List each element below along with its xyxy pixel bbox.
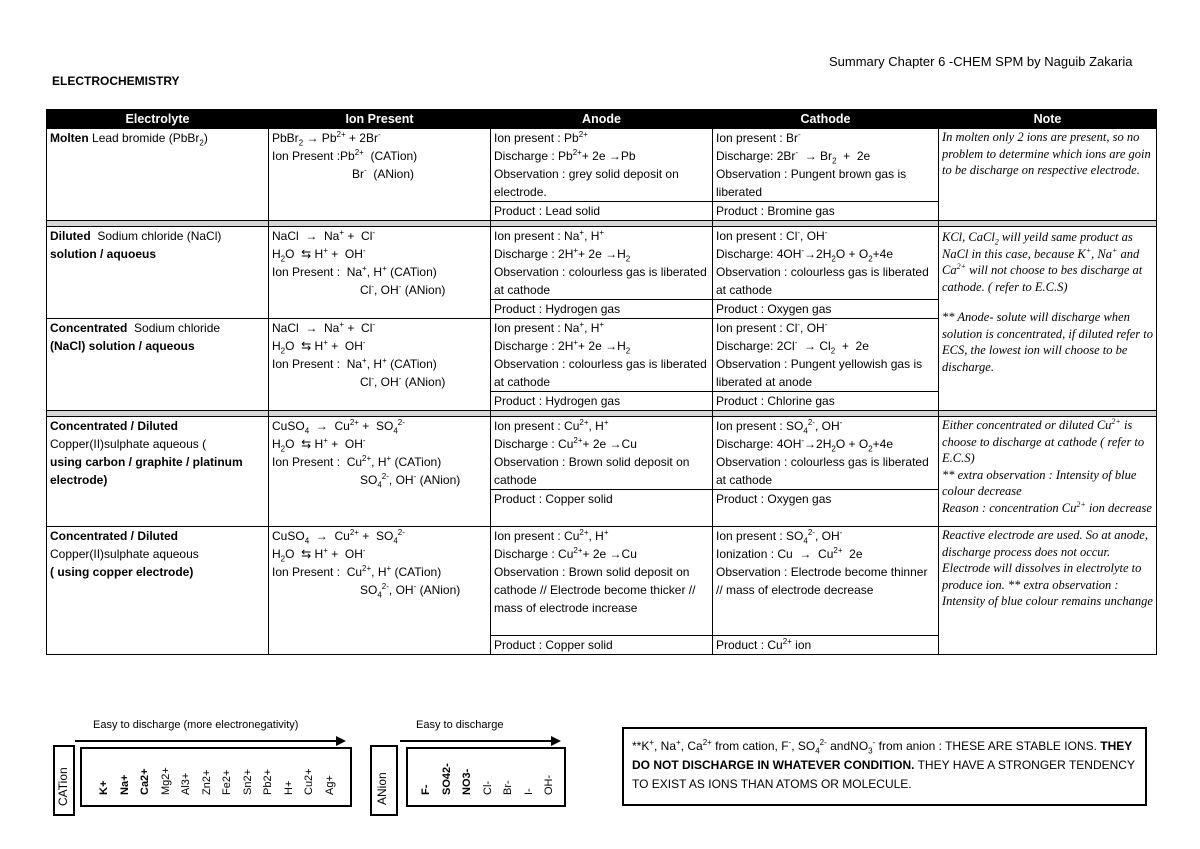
- summary-header: Summary Chapter 6 -CHEM SPM by Naguib Zakaria: [829, 54, 1133, 69]
- anode-product: Product : Hydrogen gas: [491, 300, 713, 319]
- series-ion: I-: [522, 788, 535, 795]
- col-header-note: Note: [939, 110, 1157, 129]
- col-header-anode: Anode: [491, 110, 713, 129]
- cation-label: CATion: [56, 767, 70, 806]
- anode-product: Product : Copper solid: [491, 636, 713, 655]
- table-row: [47, 227, 1157, 300]
- col-header-electrolyte: Electrolyte: [47, 110, 269, 129]
- electrolyte-name: Lead bromide (PbBr$_2$): [92, 131, 208, 148]
- cathode-product: Product : Oxygen gas: [713, 300, 939, 319]
- series-ion: H+: [282, 780, 295, 795]
- series-ion: OH-: [543, 774, 555, 795]
- series-ion: Ag+: [323, 775, 336, 795]
- series-ion: F-: [420, 784, 432, 795]
- series-ion: SO42-: [440, 763, 453, 795]
- cation-arrow-label: Easy to discharge (more electronegativity): [93, 719, 299, 731]
- anion-arrow-head: [551, 736, 561, 746]
- series-ion: Fe2+: [221, 769, 233, 795]
- cathode-product: Product : $Cu^{2+}$ ion: [713, 636, 939, 655]
- ion-present-cell: CuSO$_4$ → $Cu^{2+} + SO_4^{2-}$ $H_2O$ ⇆ H+ + OH- Ion Present : $Cu^{2+}$, H+ (CATion) $SO_4^{2-}$, OH- (ANion): [269, 527, 491, 655]
- series-ion: Mg2+: [159, 767, 172, 795]
- anode-product: Product : Hydrogen gas: [491, 392, 713, 411]
- electrolyte-cell: [47, 417, 269, 527]
- series-ion: Na+: [118, 774, 131, 795]
- anion-label: ANion: [375, 772, 389, 805]
- anion-series-box: [406, 747, 566, 807]
- electrolyte-qualifier: Concentrated / Diluted: [50, 529, 179, 543]
- table-row: [47, 527, 1157, 636]
- series-ion: Cu2+: [303, 768, 315, 795]
- ion-present-cell: PbBr$_2$ → $Pb^{2+} + 2Br^-$ Ion Present $:Pb^{2+}$ (CATion) Br- (ANion): [269, 129, 491, 221]
- electrolyte-qualifier: Concentrated: [50, 321, 128, 335]
- series-ion: Br-: [502, 780, 514, 795]
- col-header-ion-present: Ion Present: [269, 110, 491, 129]
- stable-ions-text: **K+, Na+, $Ca^{2+}$ from cation, F-, $SO_4^{2-}$ andNO$_3$- from anion : THESE ARE STABLE IONS.: [632, 738, 1097, 756]
- electrolysis-table: [46, 109, 1157, 655]
- electrolyte-cell: [47, 129, 269, 221]
- cathode-product: Product : Chlorine gas: [713, 392, 939, 411]
- anode-cell: Ion present : Na+, H+ Discharge : $2H^++ 2e \to H_2$ Observation : colourless gas is liberated at cathode: [491, 319, 713, 392]
- series-ion: Cl-: [481, 780, 494, 795]
- electrolyte-qualifier: Concentrated / Diluted: [50, 419, 179, 433]
- series-ion: NO3-: [461, 768, 473, 795]
- series-ion: Pb2+: [262, 769, 274, 795]
- series-ion: K+: [98, 780, 110, 795]
- electrolyte-qualifier: Diluted: [50, 229, 91, 243]
- electrolyte-tail: solution / aquoeus: [50, 247, 157, 261]
- electrolyte-cell: [47, 227, 269, 319]
- table-header-row: [47, 110, 1157, 129]
- electrolyte-tail: (NaCl) solution / aqueous: [50, 339, 195, 353]
- col-header-cathode: Cathode: [713, 110, 939, 129]
- anode-cell: Ion present : $Pb^{2+}$ Discharge : $Pb^{2+}+ 2e \to Pb$ Observation : grey solid deposit on electrode.: [491, 129, 713, 202]
- note-cell: Reactive electrode are used. So at anode, discharge process does not occur. Electrode will dissolves in electrolyte to produce ion. ** extra observation : Intensity of blue colour remains unchange: [939, 527, 1157, 655]
- anode-product: Product : Lead solid: [491, 202, 713, 221]
- page-title: ELECTROCHEMISTRY: [52, 74, 180, 88]
- anode-product: Product : Copper solid: [491, 490, 713, 527]
- series-ion: Ca2+: [139, 768, 151, 795]
- cathode-product: Product : Oxygen gas: [713, 490, 939, 527]
- note-cell: [939, 227, 1157, 411]
- anode-cell: Ion present : $Cu^{2+}$, H+ Discharge : $Cu^{2+}+ 2e \to Cu$ Observation : Brown solid deposit on cathode: [491, 417, 713, 490]
- table-row: [47, 417, 1157, 490]
- electrolyte-tail: using carbon / graphite / platinum electrode): [50, 455, 243, 487]
- cathode-cell: Ion present : Br- Discharge: $2Br^- \to Br_2 + 2e$ Observation : Pungent brown gas is liberated: [713, 129, 939, 202]
- anion-arrow-label: Easy to discharge: [416, 719, 504, 731]
- ion-present-cell: NaCl → Na+ + Cl- $H_2O$ ⇆ H+ + OH- Ion Present : Na+, H+ (CATion) Cl-, OH- (ANion): [269, 319, 491, 411]
- note-cell: Either concentrated or diluted $Cu^{2+}$ is choose to discharge at cathode ( refer to E.C.S) ** extra observation : Intensity of blue colour decrease Reason : concentration $Cu^{2+}$ ion decrease: [939, 417, 1157, 527]
- electrolyte-tail: ( using copper electrode): [50, 565, 194, 579]
- electrolyte-name: Sodium chloride (NaCl): [97, 229, 222, 243]
- note-text: KCl, CaCl$_2$ will yeild same product as NaCl in this case, because K+, Na+ and $Ca^{2+}$ will not choose to bes discharge at cathode. ( refer to E.C.S): [942, 230, 1143, 294]
- series-ion: Al3+: [180, 772, 192, 795]
- note-cell: In molten only 2 ions are present, so no problem to determine which ions are goin to be discharge on respective electrode.: [939, 129, 1157, 221]
- note-text-2: ** Anode- solute will discharge when solution is concentrated, if diluted refer to ECS, the lowest ion will choose to be discharge.: [942, 310, 1153, 374]
- electrolyte-cell: [47, 527, 269, 655]
- cation-arrow-line: [75, 740, 338, 742]
- stable-ions-tail: THEY HAVE A STRONGER TENDENCY TO EXIST AS IONS THAN ATOMS OR MOLECULE.: [632, 758, 1135, 791]
- anion-arrow-line: [400, 740, 552, 742]
- electrolyte-cell: [47, 319, 269, 411]
- electrolyte-name: Copper(II)sulphate aqueous (: [50, 437, 207, 451]
- cathode-product: Product : Bromine gas: [713, 202, 939, 221]
- table-row: [47, 129, 1157, 202]
- electrolyte-name: Sodium chloride: [134, 321, 221, 335]
- cathode-cell: Ion present : $SO_4^{2-}$, OH- Ionization : $Cu \to Cu^{2+}$ 2e Observation : Electrode become thinner // mass of electrode decrease: [713, 527, 939, 636]
- cathode-cell: Ion present : Cl-, OH- Discharge: $4OH^-\to 2H_2O + O_2+4e$ Observation : colourless gas is liberated at cathode: [713, 227, 939, 300]
- stable-ions-note: [622, 727, 1147, 806]
- cathode-cell: Ion present : Cl-, OH- Discharge: $2Cl^- \to Cl_2 + 2e$ Observation : Pungent yellowish gas is liberated at anode: [713, 319, 939, 392]
- ion-present-cell: NaCl → Na+ + Cl- $H_2O$ ⇆ H+ + OH- Ion Present : Na+, H+ (CATion) Cl-, OH- (ANion): [269, 227, 491, 319]
- anode-cell: Ion present : $Cu^{2+}$, H+ Discharge : $Cu^{2+}+ 2e \to Cu$ Observation : Brown solid deposit on cathode // Electrode become thicker // mass of electrode increase: [491, 527, 713, 636]
- ion-present-cell: CuSO$_4$ → $Cu^{2+} + SO_4^{2-}$ $H_2O$ ⇆ H+ + OH- Ion Present : $Cu^{2+}$, H+ (CATion) $SO_4^{2-}$, OH- (ANion): [269, 417, 491, 527]
- series-ion: Zn2+: [200, 769, 213, 795]
- stable-ions-bold: THEY DO NOT DISCHARGE IN WHATEVER CONDITION.: [632, 739, 1133, 772]
- series-ion: Sn2+: [241, 769, 254, 795]
- electrolyte-name: Copper(II)sulphate aqueous: [50, 547, 199, 561]
- anode-cell: Ion present : Na+, H+ Discharge : $2H^++ 2e \to H_2$ Observation : colourless gas is liberated at cathode: [491, 227, 713, 300]
- cation-arrow-head: [336, 736, 346, 746]
- cathode-cell: Ion present : $SO_4^{2-}$, OH- Discharge: $4OH^-\to 2H_2O + O_2+4e$ Observation : colourless gas is liberated at cathode: [713, 417, 939, 490]
- electrolyte-qualifier: Molten: [50, 131, 89, 145]
